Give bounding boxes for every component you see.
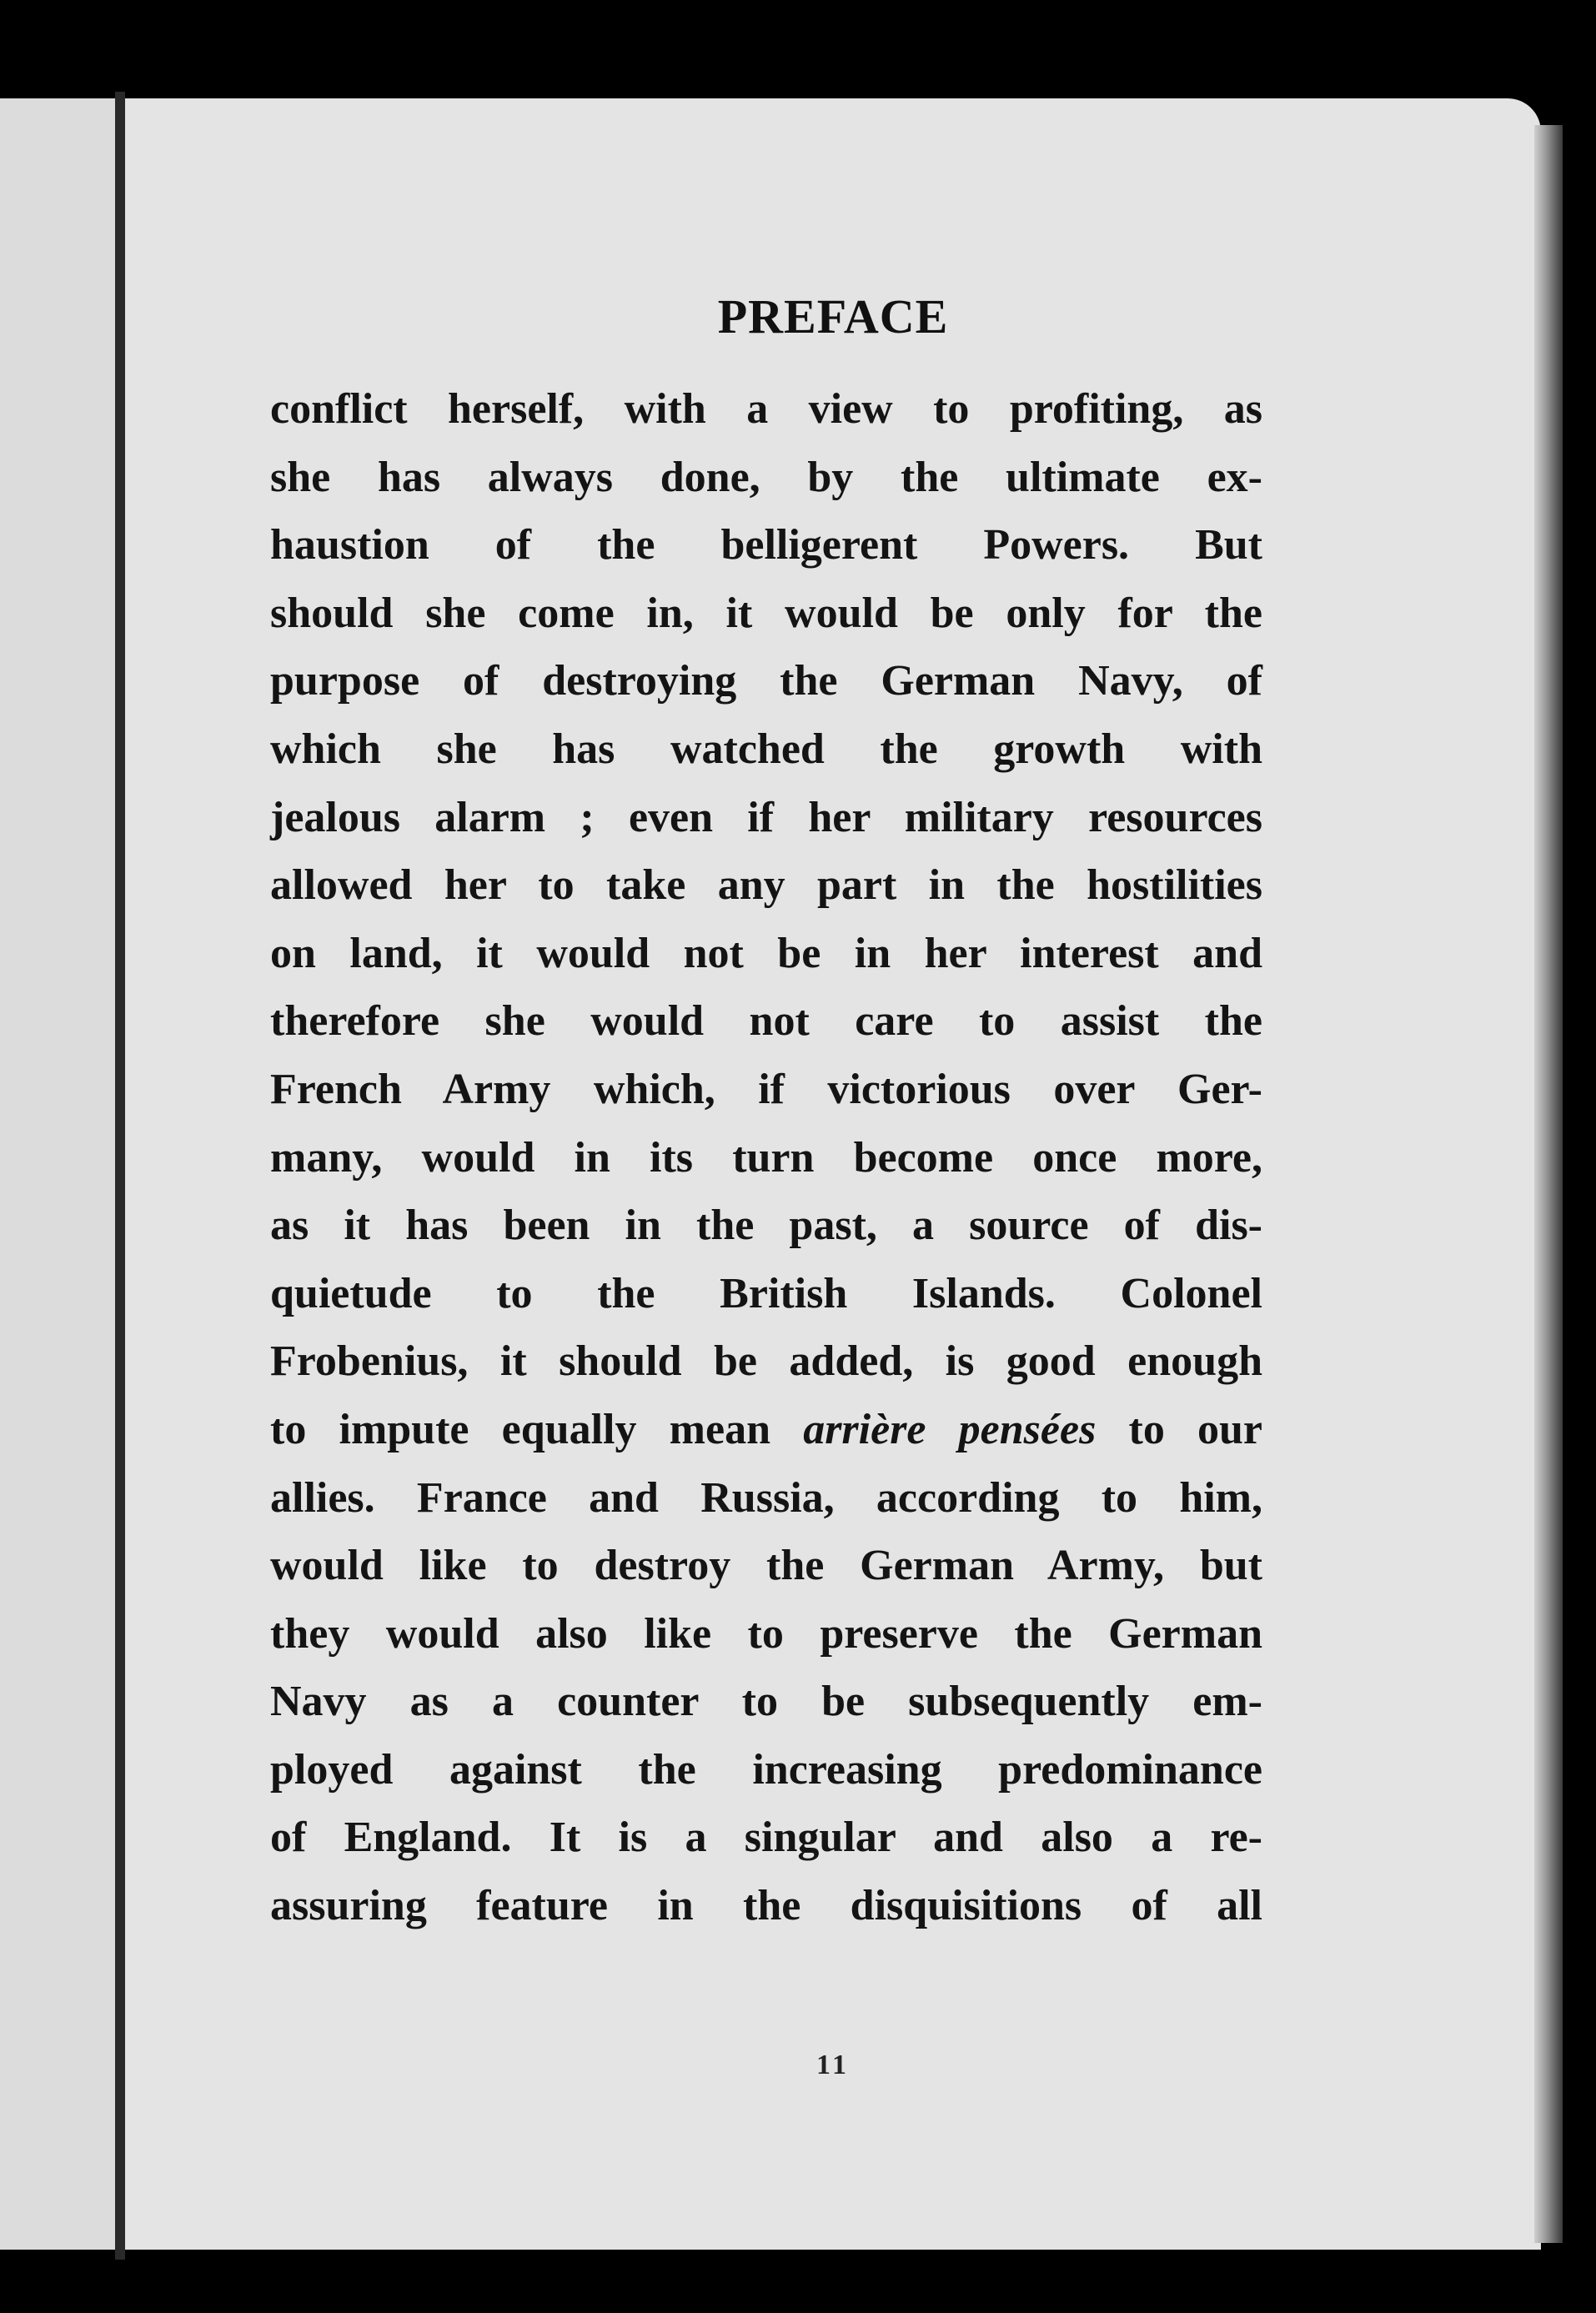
text-line: Navy as a counter to be subsequently em- (270, 1678, 1262, 1726)
text-line: quietude to the British Islands. Colonel (270, 1269, 1262, 1317)
text-line: she has always done, by the ultimate ex- (270, 453, 1262, 501)
text-line-with-italic (270, 1396, 1262, 1464)
book-gutter (115, 92, 125, 2260)
text-line: which she has watched the growth with (270, 725, 1262, 773)
text-line: should she come in, it would be only for the (270, 589, 1262, 637)
text-line: many, would in its turn become once more, (270, 1133, 1262, 1182)
book-page (125, 98, 1541, 2250)
text-line: Frobenius, it should be added, is good enough (270, 1337, 1262, 1386)
text-line: French Army which, if victorious over Ger- (270, 1065, 1262, 1113)
text-line: therefore she would not care to assist the (270, 997, 1262, 1046)
running-head: PREFACE (717, 289, 949, 344)
text-line: of England. It is a singular and also a re- (270, 1814, 1262, 1862)
text-line: they would also like to preserve the German (270, 1609, 1262, 1658)
text-line: on land, it would not be in her interest and (270, 929, 1262, 977)
text-line: haustion of the belligerent Powers. But (270, 521, 1262, 569)
page-edge-shadow (1534, 125, 1563, 2243)
italic-phrase: arrière pensées (803, 1405, 1097, 1453)
text-line: allowed her to take any part in the hostilities (270, 861, 1262, 910)
text-segment: to our (1128, 1405, 1263, 1453)
text-line: assuring feature in the disquisitions of all (270, 1882, 1262, 1930)
text-line: would like to destroy the German Army, but (270, 1542, 1262, 1590)
page-number: 11 (816, 2050, 851, 2080)
text-line: conflict herself, with a view to profiting, as (270, 385, 1262, 433)
text-segment: to impute equally mean (270, 1405, 770, 1453)
text-line: allies. France and Russia, according to him, (270, 1473, 1262, 1522)
text-line: purpose of destroying the German Navy, of (270, 657, 1262, 705)
body-text (270, 375, 1262, 1940)
text-line: jealous alarm ; even if her military resources (270, 793, 1262, 841)
left-page-edge (0, 98, 120, 2250)
text-line: as it has been in the past, a source of dis- (270, 1202, 1262, 1250)
text-line: ployed against the increasing predominance (270, 1745, 1262, 1794)
